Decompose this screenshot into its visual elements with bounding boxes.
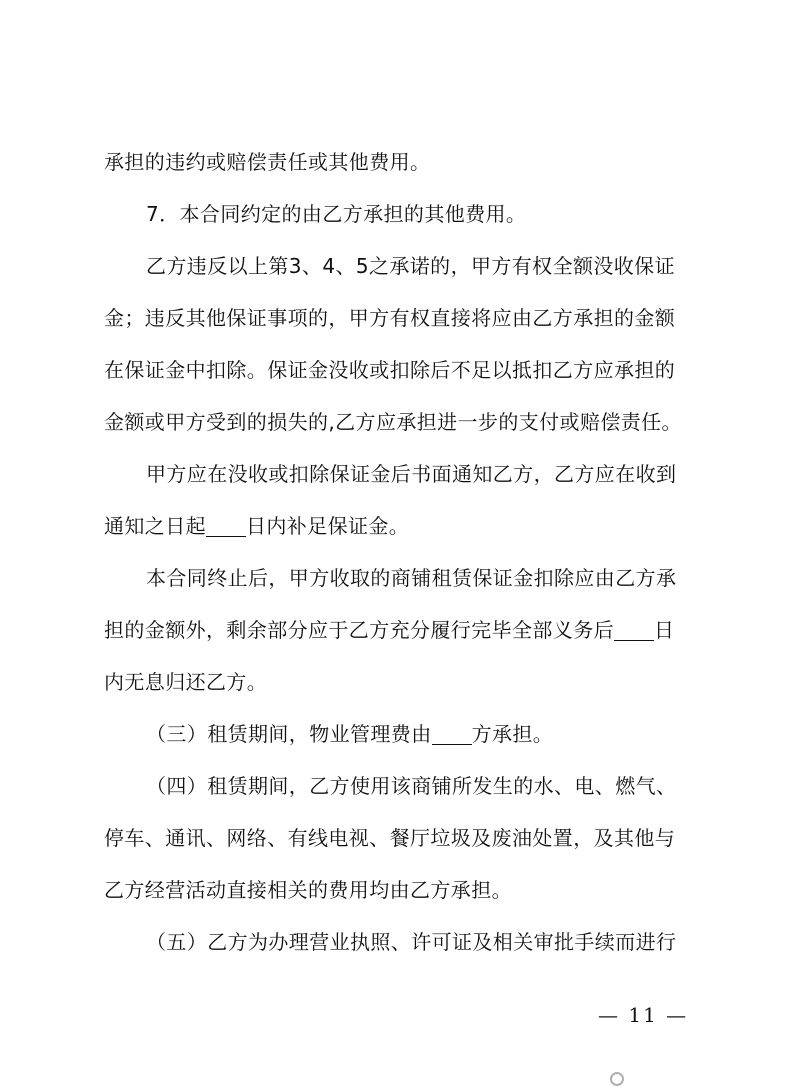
paragraph-line: 内无息归还乙方。	[104, 670, 268, 694]
watermark-logo-icon	[610, 1072, 624, 1086]
paragraph-line	[104, 604, 696, 656]
text-segment: 通知之日起	[104, 514, 206, 538]
text-segment: 担的金额外，剩余部分应于乙方充分履行完毕全部义务后	[104, 618, 614, 642]
fill-in-blank	[614, 620, 654, 641]
paragraph-line: 金额或甲方受到的损失的,乙方应承担进一步的支付或赔偿责任。	[104, 410, 682, 434]
page-number: — 11 —	[598, 1003, 689, 1027]
document-body	[104, 136, 696, 968]
paragraph-line	[104, 500, 696, 552]
paragraph-line	[104, 708, 696, 760]
paragraph-line: 承担的违约或赔偿责任或其他费用。	[104, 150, 431, 174]
paragraph-line: 甲方应在没收或扣除保证金后书面通知乙方，乙方应在收到	[146, 462, 677, 486]
text-segment: 方承担。	[471, 722, 554, 746]
paragraph-line: 7．本合同约定的由乙方承担的其他费用。	[146, 202, 527, 226]
watermark	[596, 1068, 793, 1087]
text-segment: （三）租赁期间，物业管理费由	[146, 722, 432, 746]
paragraph-line: 乙方经营活动直接相关的费用均由乙方承担。	[104, 878, 512, 902]
fill-in-blank	[206, 516, 246, 537]
paragraph-line: 本合同终止后，甲方收取的商铺租赁保证金扣除应由乙方承	[146, 566, 677, 590]
fill-in-blank	[432, 724, 472, 745]
text-segment: 日	[654, 618, 675, 642]
paragraph-line: 金；违反其他保证事项的，甲方有权直接将应由乙方承担的金额	[104, 306, 676, 330]
paragraph-line: （四）租赁期间，乙方使用该商铺所发生的水、电、燃气、	[146, 774, 677, 798]
paragraph-line: （五）乙方为办理营业执照、许可证及相关审批手续而进行	[146, 930, 677, 954]
paragraph-line: 停车、通讯、网络、有线电视、餐厅垃圾及废油处置，及其他与	[104, 826, 676, 850]
text-segment: 日内补足保证金。	[246, 514, 410, 538]
paragraph-line: 乙方违反以上第3、4、5之承诺的，甲方有权全额没收保证	[146, 254, 675, 278]
paragraph-line: 在保证金中扣除。保证金没收或扣除后不足以抵扣乙方应承担的	[104, 358, 676, 382]
